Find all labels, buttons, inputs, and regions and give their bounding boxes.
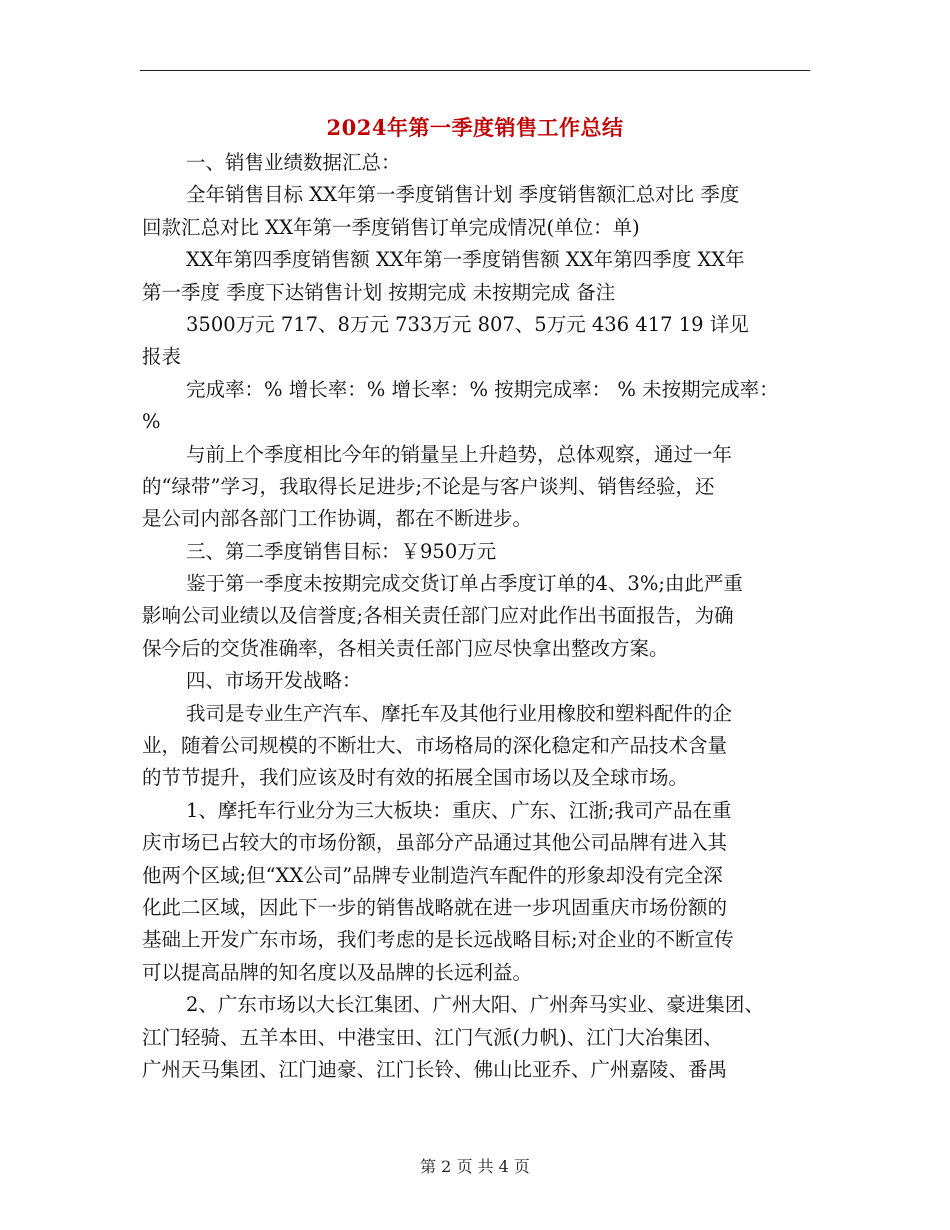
- text-line: 的节节提升，我们应该及时有效的拓展全国市场以及全球市场。: [142, 766, 689, 790]
- page-footer: 第 2 页 共 4 页: [420, 1157, 530, 1176]
- text-line: 可以提高品牌的知名度以及品牌的长远利益。: [142, 960, 533, 984]
- text-line: 全年销售目标 XX年第一季度销售计划 季度销售额汇总对比 季度: [186, 183, 740, 207]
- text-line: 是公司内部各部门工作协调，都在不断进步。: [142, 507, 533, 531]
- section-heading: 三、第二季度销售目标：￥950万元: [186, 539, 497, 563]
- text-line: 1、摩托车行业分为三大板块：重庆、广东、江浙;我司产品在重: [186, 798, 732, 822]
- section-heading: 一、销售业绩数据汇总：: [186, 151, 401, 174]
- text-line: 广州天马集团、江门迪豪、江门长铃、佛山比亚乔、广州嘉陵、番禺: [142, 1057, 728, 1081]
- text-line: 报表: [142, 345, 182, 369]
- text-line: %: [142, 410, 161, 434]
- section-heading: 四、市场开发战略：: [186, 669, 362, 693]
- text-line: 基础上开发广东市场，我们考虑的是长远战略目标;对企业的不断宣传: [142, 928, 734, 952]
- text-line: XX年第四季度销售额 XX年第一季度销售额 XX年第四季度 XX年: [186, 248, 745, 272]
- text-line: 与前上个季度相比今年的销量呈上升趋势，总体观察，通过一年: [186, 442, 733, 466]
- text-line: 他两个区域;但“XX公司”品牌专业制造汽车配件的形象却没有完全深: [142, 863, 723, 887]
- text-line: 江门轻骑、五羊本田、中港宝田、江门气派(力帆)、江门大冶集团、: [142, 1025, 723, 1049]
- text-line: 第一季度 季度下达销售计划 按期完成 未按期完成 备注: [142, 280, 616, 304]
- document-body: [142, 147, 814, 1086]
- text-line: 业，随着公司规模的不断壮大、市场格局的深化稳定和产品技术含量: [142, 734, 728, 758]
- document-title: 2024年第一季度销售工作总结: [326, 115, 624, 140]
- text-line: 我司是专业生产汽车、摩托车及其他行业用橡胶和塑料配件的企: [186, 701, 733, 725]
- text-line: 庆市场已占较大的市场份额，虽部分产品通过其他公司品牌有进入其: [142, 831, 728, 855]
- text-line: 2、广东市场以大长江集团、广州大阳、广州奔马实业、豪进集团、: [186, 993, 764, 1017]
- text-line: 回款汇总对比 XX年第一季度销售订单完成情况(单位：单): [142, 215, 640, 239]
- text-line: 鉴于第一季度未按期完成交货订单占季度订单的4、3%;由此严重: [186, 572, 743, 596]
- header-rule: [140, 70, 810, 71]
- text-line: 的“绿带”学习，我取得长足进步;不论是与客户谈判、销售经验，还: [142, 474, 715, 498]
- text-line: 影响公司业绩以及信誉度;各相关责任部门应对此作出书面报告，为确: [142, 604, 734, 628]
- text-line: 完成率：% 增长率：% 增长率：% 按期完成率： % 未按期完成率：: [186, 377, 779, 401]
- text-line: 化此二区域，因此下一步的销售战略就在进一步巩固重庆市场份额的: [142, 895, 728, 919]
- text-line: 3500万元 717、8万元 733万元 807、5万元 436 417 19 详见: [186, 312, 749, 336]
- text-line: 保今后的交货准确率，各相关责任部门应尽快拿出整改方案。: [142, 636, 669, 660]
